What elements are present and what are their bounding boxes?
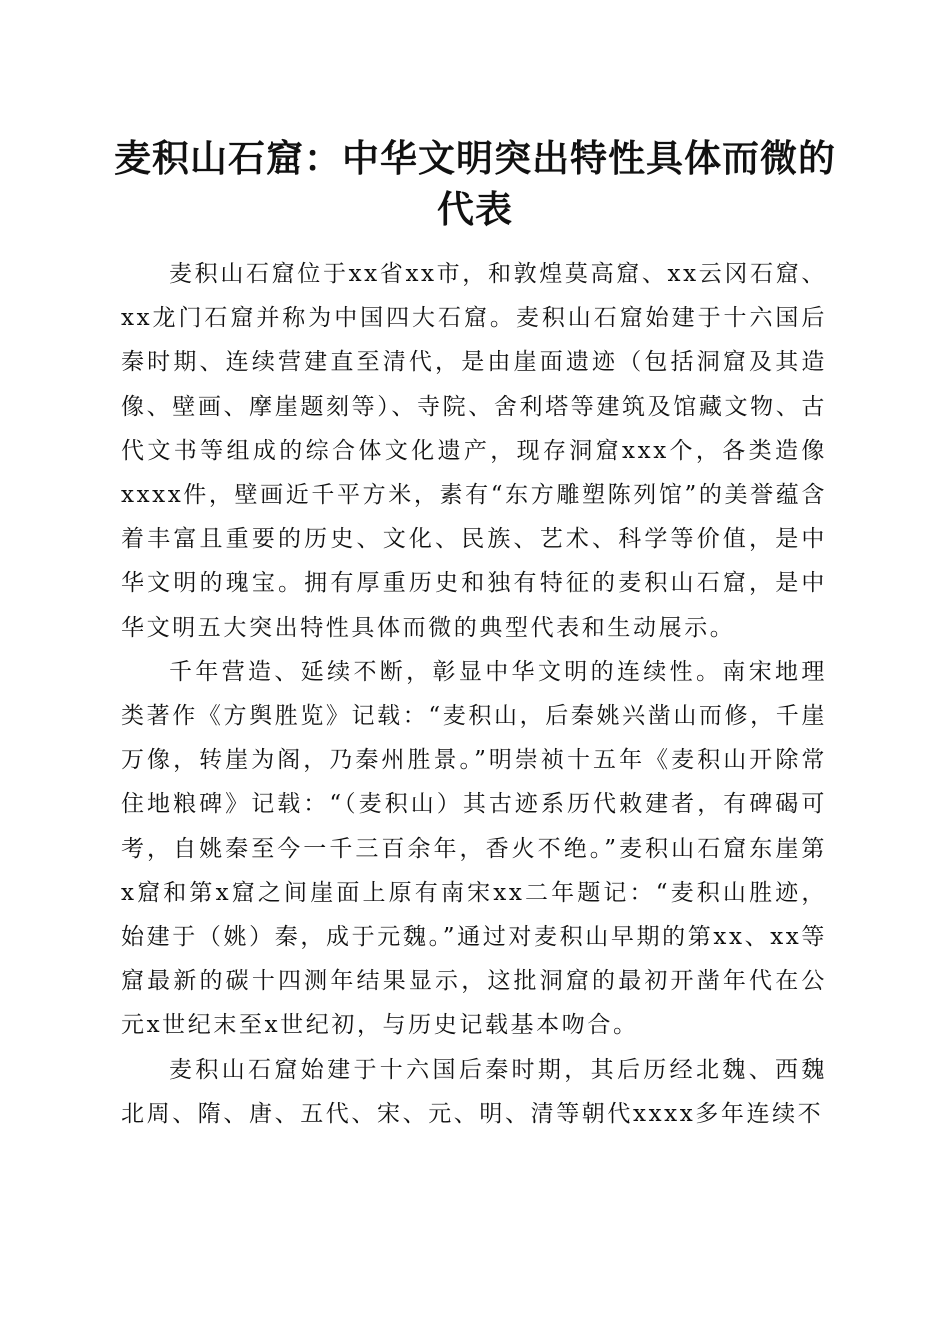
paragraph-1: 麦积山石窟位于xx省xx市，和敦煌莫高窟、xx云冈石窟、xx龙门石窟并称为中国四大石窟。麦积山石窟始建于十六国后秦时期、连续营建直至清代，是由崖面遗迹（包括洞窟及其造像、壁画、摩崖题刻等）、寺院、舍利塔等建筑及馆藏文物、古代文书等组成的综合体文化遗产，现存洞窟xxx个，各类造像xxxx件，壁画近千平方米，素有“东方雕塑陈列馆”的美誉蕴含着丰富且重要的历史、文化、民族、艺术、科学等价值，是中华文明的瑰宝。拥有厚重历史和独有特征的麦积山石窟，是中华文明五大突出特性具体而微的典型代表和生动展示。 [121, 261, 827, 641]
paragraph-2: 千年营造、延续不断，彰显中华文明的连续性。南宋地理类著作《方舆胜览》记载：“麦积山，后秦姚兴凿山而修，千崖万像，转崖为阁，乃秦州胜景。”明崇祯十五年《麦积山开除常住地粮碑》记载：“（麦积山）其古迹系历代敕建者，有碑碣可考，自姚秦至今一千三百余年，香火不绝。”麦积山石窟东崖第x窟和第x窟之间崖面上原有南宋xx二年题记：“麦积山胜迹，始建于（姚）秦，成于元魏。”通过对麦积山早期的第xx、xx等窟最新的碳十四测年结果显示，这批洞窟的最初开凿年代在公元x世纪末至x世纪初，与历史记载基本吻合。 [121, 658, 827, 1039]
document-body [121, 252, 827, 1136]
paragraph-3: 麦积山石窟始建于十六国后秦时期，其后历经北魏、西魏北周、隋、唐、五代、宋、元、明、清等朝代xxxx多年连续不 [121, 1056, 827, 1127]
document-title: 麦积山石窟：中华文明突出特性具体而微的代表 [114, 136, 836, 231]
